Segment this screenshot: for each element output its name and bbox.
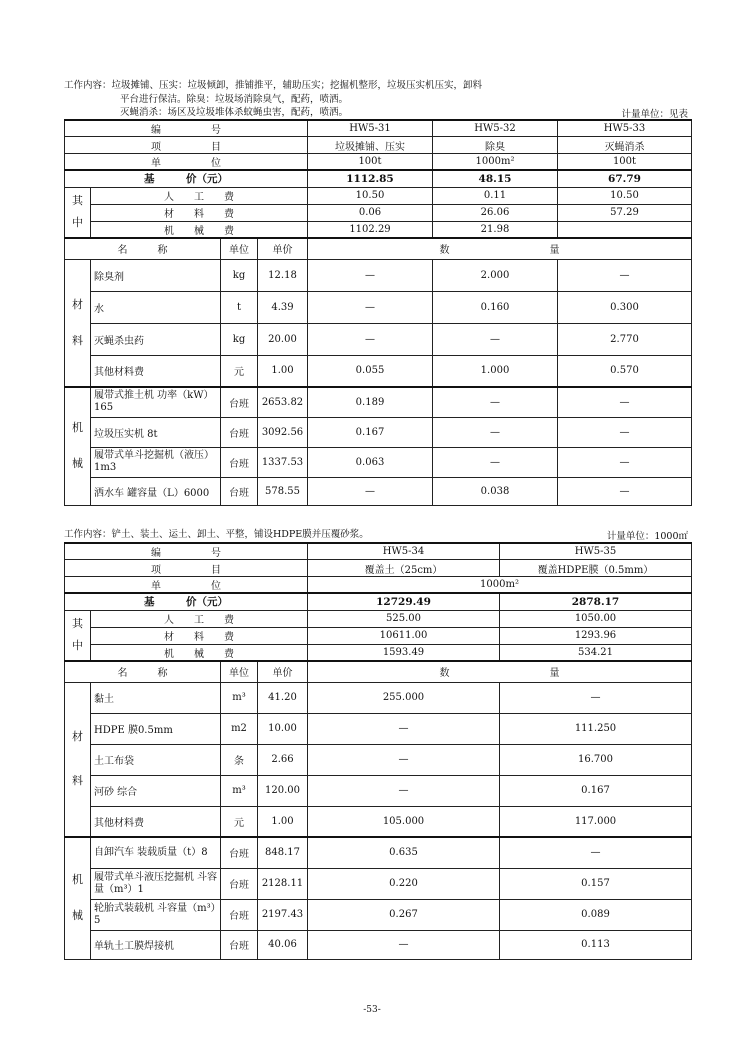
material-price: 10.00 xyxy=(258,713,308,744)
code-col-2: HW5-32 xyxy=(433,120,558,137)
machine-name: 履带式单斗液压挖掘机 斗容量（m³）1 xyxy=(91,868,221,899)
material-col-1: 10611.00 xyxy=(308,627,500,644)
material-name: 其他材料费 xyxy=(91,806,221,837)
code-label: 编 号 xyxy=(65,543,308,560)
material-price: 4.39 xyxy=(258,291,308,323)
machines-group-label: 机 械 xyxy=(65,387,91,505)
material-name: 水 xyxy=(91,291,221,323)
machine-label: 机 械 费 xyxy=(91,644,308,661)
of-which-group: 其 中 xyxy=(65,610,91,661)
material-label: 材 料 费 xyxy=(91,627,308,644)
material-qty: 117.000 xyxy=(500,806,692,837)
base-price-col-3: 67.79 xyxy=(558,170,692,187)
machine-price: 1337.53 xyxy=(258,447,308,477)
materials-group-label: 材 料 xyxy=(65,259,91,387)
machine-qty: 0.635 xyxy=(308,837,500,868)
material-qty: 0.570 xyxy=(558,355,692,387)
machine-qty: — xyxy=(433,387,558,417)
material-qty: — xyxy=(558,259,692,291)
work-content-1-line2: 平台进行保洁。除臭：垃圾场消除臭气，配药，喷洒。 xyxy=(120,94,349,105)
material-col-3: 57.29 xyxy=(558,204,692,221)
item-col-3: 灭蝇消杀 xyxy=(558,137,692,154)
material-name: 黏土 xyxy=(91,682,221,713)
unit-col-2: 1000m² xyxy=(433,154,558,171)
base-price-col-2: 2878.17 xyxy=(500,593,692,610)
material-price: 1.00 xyxy=(258,355,308,387)
unit-header: 单位 xyxy=(221,661,258,682)
machine-name: 履带式推土机 功率（kW）165 xyxy=(91,387,221,417)
machine-qty: — xyxy=(558,387,692,417)
material-unit: m³ xyxy=(221,775,258,806)
material-name: 灭蝇杀虫药 xyxy=(91,323,221,355)
machine-col-3 xyxy=(558,221,692,238)
name-header: 名 称 xyxy=(65,238,221,259)
unit-note-2: 计量单位：1000㎡ xyxy=(606,531,688,542)
base-price-col-2: 48.15 xyxy=(433,170,558,187)
material-price: 1.00 xyxy=(258,806,308,837)
machine-name: 洒水车 罐容量（L）6000 xyxy=(91,477,221,505)
machine-price: 3092.56 xyxy=(258,417,308,447)
machine-price: 848.17 xyxy=(258,837,308,868)
material-qty: 0.300 xyxy=(558,291,692,323)
labor-col-2: 1050.00 xyxy=(500,610,692,627)
material-unit: 元 xyxy=(221,806,258,837)
material-qty: 2.770 xyxy=(558,323,692,355)
base-price-label: 基 价（元） xyxy=(65,593,308,610)
material-price: 20.00 xyxy=(258,323,308,355)
material-unit: t xyxy=(221,291,258,323)
work-content-1-line3: 灭蝇消杀：场区及垃圾堆体杀蚊蝇虫害，配药，喷洒。 xyxy=(120,107,349,118)
material-unit: m2 xyxy=(221,713,258,744)
material-name: HDPE 膜0.5mm xyxy=(91,713,221,744)
code-col-3: HW5-33 xyxy=(558,120,692,137)
material-name: 土工布袋 xyxy=(91,744,221,775)
machine-qty: 0.157 xyxy=(500,868,692,899)
labor-label: 人 工 费 xyxy=(91,610,308,627)
material-qty: — xyxy=(500,682,692,713)
qty-header: 数 量 xyxy=(308,661,692,682)
material-col-1: 0.06 xyxy=(308,204,433,221)
machine-qty: 0.220 xyxy=(308,868,500,899)
material-qty: — xyxy=(308,291,433,323)
machine-qty: 0.063 xyxy=(308,447,433,477)
material-qty: 0.167 xyxy=(500,775,692,806)
item-col-2: 覆盖HDPE膜（0.5mm） xyxy=(500,560,692,577)
machine-unit: 台班 xyxy=(221,899,258,930)
material-qty: 0.055 xyxy=(308,355,433,387)
work-content-2: 工作内容：铲土、装土、运土、卸土、平整，铺设HDPE膜并压覆砂浆。 xyxy=(64,529,369,540)
machine-name: 垃圾压实机 8t xyxy=(91,417,221,447)
material-qty: 16.700 xyxy=(500,744,692,775)
material-qty: — xyxy=(308,713,500,744)
material-qty: 2.000 xyxy=(433,259,558,291)
material-qty: 111.250 xyxy=(500,713,692,744)
material-qty: 1.000 xyxy=(433,355,558,387)
material-label: 材 料 费 xyxy=(91,204,308,221)
machines-group-label: 机 械 xyxy=(65,837,91,959)
unit-note-1: 计量单位：见表 xyxy=(621,109,688,120)
item-col-1: 覆盖土（25cm） xyxy=(308,560,500,577)
machine-qty: — xyxy=(308,477,433,505)
machine-unit: 台班 xyxy=(221,447,258,477)
machine-qty: 0.089 xyxy=(500,899,692,930)
unit-header: 单位 xyxy=(221,238,258,259)
material-col-2: 26.06 xyxy=(433,204,558,221)
machine-qty: 0.267 xyxy=(308,899,500,930)
material-qty: — xyxy=(308,775,500,806)
work-content-1-line1: 工作内容：垃圾摊铺、压实：垃圾倾卸，推铺推平，辅助压实；挖掘机整形，垃圾压实机压实，卸料 xyxy=(64,80,483,91)
machine-qty: 0.038 xyxy=(433,477,558,505)
material-col-2: 1293.96 xyxy=(500,627,692,644)
material-name: 除臭剂 xyxy=(91,259,221,291)
machine-name: 轮胎式装载机 斗容量（m³）5 xyxy=(91,899,221,930)
material-qty: — xyxy=(308,323,433,355)
machine-qty: 0.167 xyxy=(308,417,433,447)
machine-price: 2128.11 xyxy=(258,868,308,899)
price-header: 单价 xyxy=(258,238,308,259)
item-col-2: 除臭 xyxy=(433,137,558,154)
machine-price: 2197.43 xyxy=(258,899,308,930)
machine-name: 履带式单斗挖掘机（液压）1m3 xyxy=(91,447,221,477)
material-price: 12.18 xyxy=(258,259,308,291)
page-number: -53- xyxy=(363,1005,381,1015)
machine-col-2: 21.98 xyxy=(433,221,558,238)
material-qty: — xyxy=(308,744,500,775)
machine-qty: 0.113 xyxy=(500,930,692,959)
code-label: 编 号 xyxy=(65,120,308,137)
material-price: 2.66 xyxy=(258,744,308,775)
material-unit: kg xyxy=(221,323,258,355)
machine-qty: 0.189 xyxy=(308,387,433,417)
material-qty: — xyxy=(308,259,433,291)
machine-unit: 台班 xyxy=(221,868,258,899)
machine-qty: — xyxy=(558,477,692,505)
material-name: 其他材料费 xyxy=(91,355,221,387)
machine-col-1: 1102.29 xyxy=(308,221,433,238)
machine-price: 2653.82 xyxy=(258,387,308,417)
machine-unit: 台班 xyxy=(221,477,258,505)
price-header: 单价 xyxy=(258,661,308,682)
labor-col-2: 0.11 xyxy=(433,187,558,204)
machine-price: 578.55 xyxy=(258,477,308,505)
labor-col-1: 10.50 xyxy=(308,187,433,204)
item-label: 项 目 xyxy=(65,560,308,577)
of-which-group: 其 中 xyxy=(65,187,91,238)
machine-unit: 台班 xyxy=(221,930,258,959)
labor-label: 人 工 费 xyxy=(91,187,308,204)
shared-unit: 1000m² xyxy=(308,577,692,594)
machine-unit: 台班 xyxy=(221,417,258,447)
quota-table-1 xyxy=(64,119,692,506)
material-qty: — xyxy=(433,323,558,355)
machine-qty: — xyxy=(308,930,500,959)
unit-label: 单 位 xyxy=(65,577,308,594)
code-col-2: HW5-35 xyxy=(500,543,692,560)
material-unit: m³ xyxy=(221,682,258,713)
unit-col-1: 100t xyxy=(308,154,433,171)
machine-qty: — xyxy=(433,447,558,477)
item-label: 项 目 xyxy=(65,137,308,154)
base-price-col-1: 1112.85 xyxy=(308,170,433,187)
base-price-label: 基 价（元） xyxy=(65,170,308,187)
machine-qty: — xyxy=(500,837,692,868)
material-price: 41.20 xyxy=(258,682,308,713)
labor-col-1: 525.00 xyxy=(308,610,500,627)
machine-qty: — xyxy=(558,447,692,477)
material-qty: 255.000 xyxy=(308,682,500,713)
machine-price: 40.06 xyxy=(258,930,308,959)
machine-unit: 台班 xyxy=(221,387,258,417)
machine-qty: — xyxy=(558,417,692,447)
labor-col-3: 10.50 xyxy=(558,187,692,204)
material-qty: 105.000 xyxy=(308,806,500,837)
machine-label: 机 械 费 xyxy=(91,221,308,238)
material-unit: 条 xyxy=(221,744,258,775)
machine-name: 单轨土工膜焊接机 xyxy=(91,930,221,959)
name-header: 名 称 xyxy=(65,661,221,682)
machine-name: 自卸汽车 装载质量（t）8 xyxy=(91,837,221,868)
material-unit: 元 xyxy=(221,355,258,387)
material-price: 120.00 xyxy=(258,775,308,806)
machine-unit: 台班 xyxy=(221,837,258,868)
unit-label: 单 位 xyxy=(65,154,308,171)
code-col-1: HW5-31 xyxy=(308,120,433,137)
code-col-1: HW5-34 xyxy=(308,543,500,560)
machine-qty: — xyxy=(433,417,558,447)
qty-header: 数 量 xyxy=(308,238,692,259)
item-col-1: 垃圾摊铺、压实 xyxy=(308,137,433,154)
material-unit: kg xyxy=(221,259,258,291)
material-qty: 0.160 xyxy=(433,291,558,323)
materials-group-label: 材 料 xyxy=(65,682,91,837)
quota-table-2 xyxy=(64,542,692,960)
unit-col-3: 100t xyxy=(558,154,692,171)
machine-col-1: 1593.49 xyxy=(308,644,500,661)
base-price-col-1: 12729.49 xyxy=(308,593,500,610)
material-name: 河砂 综合 xyxy=(91,775,221,806)
machine-col-2: 534.21 xyxy=(500,644,692,661)
